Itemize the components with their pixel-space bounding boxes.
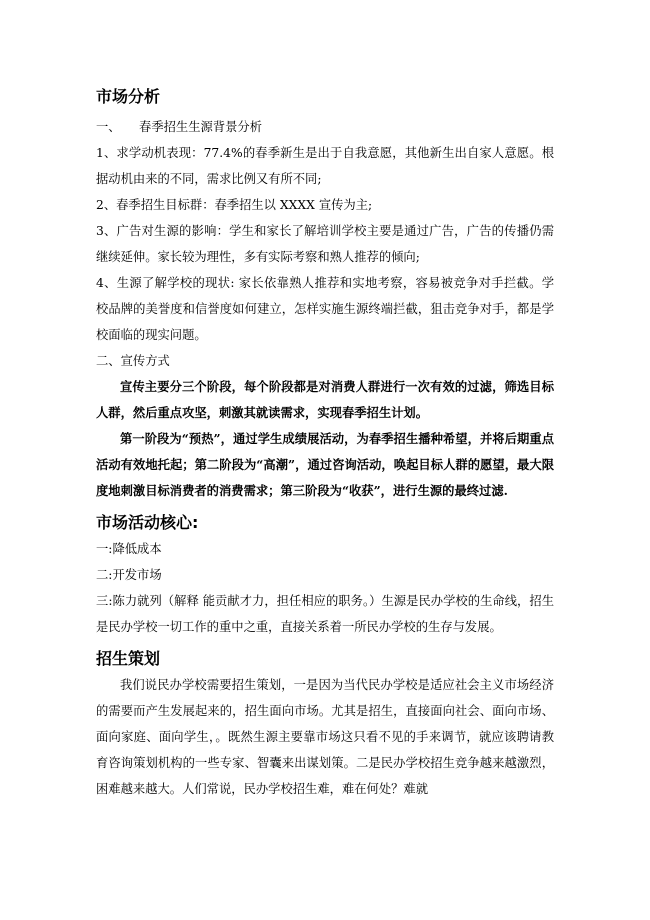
s1-item-3: 3、广告对生源的影响：学生和家长了解培训学校主要是通过广告，广告的传播仍需继续延伸。家长较为理性，多有实际考察和熟人推荐的倾向; xyxy=(96,224,554,264)
s1-item-2: 2、春季招生目标群：春季招生以 XXXX 宣传为主; xyxy=(96,198,373,212)
section-2-title: 二、宣传方式 xyxy=(96,354,170,368)
heading-market-analysis: 市场分析 xyxy=(96,87,161,106)
s2-paragraph-1: 宣传主要分三个阶段，每个阶段都是对消费人群进行一次有效的过滤，筛选目标人群，然后重点攻坚，刺激其就读需求，实现春季招生计划。 xyxy=(96,379,554,420)
core-item-2: 二:开发市场 xyxy=(96,568,162,582)
core-item-1: 一:降低成本 xyxy=(96,542,162,556)
s1-item-4: 4、生源了解学校的现状: 家长依靠熟人推荐和实地考察，容易被竞争对手拦截。学校品牌的美誉度和信誉度如何建立，怎样实施生源终端拦截，狙击竞争对手，都是学校面临的现实问题。 xyxy=(96,276,554,342)
plan-paragraph: 我们说民办学校需要招生策划，一是因为当代民办学校是适应社会主义市场经济的需要而产生发展起来的，招生面向市场。尤其是招生，直接面向社会、面向市场、面向家庭、面向学生，。既然生源主要靠市场这只看不见的手来调节，就应该聘请教育咨询策划机构的一些专家、智囊来出谋划策。二是民办学校招生竞争越来越激烈，困难越来越大。人们常说，民办学校招生难，难在何处？难就 xyxy=(96,678,554,796)
core-item-3: 三:陈力就列（解释 能贡献才力，担任相应的职务。）生源是民办学校的生命线，招生是民办学校一切工作的重中之重，直接关系着一所民办学校的生存与发展。 xyxy=(96,594,554,634)
heading-market-activity-core: 市场活动核心: xyxy=(96,513,199,532)
s2-paragraph-2: 第一阶段为“预热”，通过学生成绩展活动，为春季招生播种希望，并将后期重点活动有效地托起；第二阶段为“高潮”，通过咨询活动，唤起目标人群的愿望，最大限度地刺激目标消费者的消费需求；第三阶段为“收获”，进行生源的最终过滤. xyxy=(96,431,554,498)
document-page xyxy=(96,84,554,802)
s1-item-1: 1、求学动机表现：77.4%的春季新生是出于自我意愿，其他新生出自家人意愿。根据动机由来的不同，需求比例又有所不同; xyxy=(96,146,554,186)
section-1-title: 一、 春季招生生源背景分析 xyxy=(96,120,263,134)
heading-enrollment-planning: 招生策划 xyxy=(96,649,161,668)
